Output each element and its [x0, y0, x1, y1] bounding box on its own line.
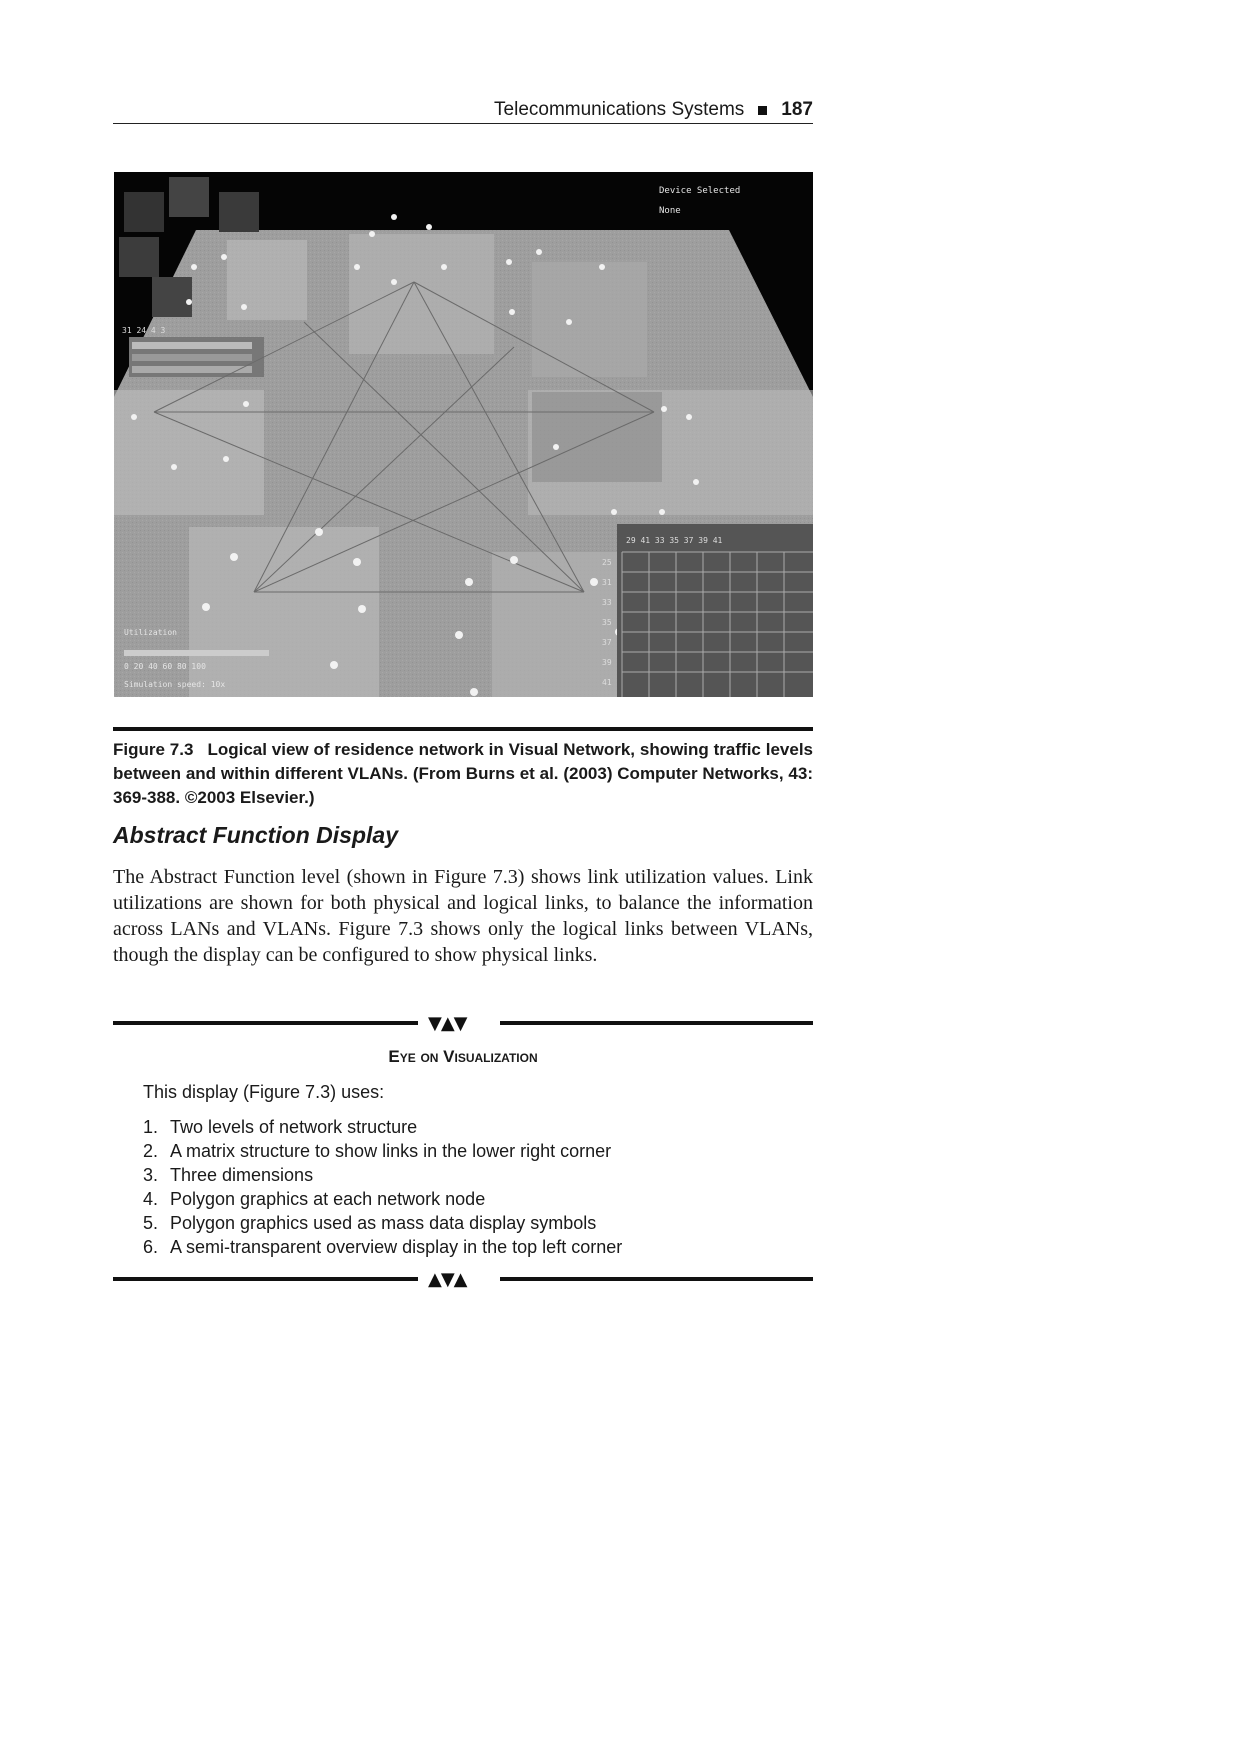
- overview-numbers: 31 24 4 3: [122, 326, 166, 335]
- list-item: 5. Polygon graphics used as mass data display symbols: [143, 1213, 597, 1233]
- figure-caption-text: Logical view of residence network in Visual Network, showing traffic levels between and within different VLANs. (From Burns et al. (2003) Computer Networks, 43: 369-388. ©2003 Elsevier.): [113, 740, 813, 807]
- svg-text:33: 33: [602, 598, 612, 607]
- figure-network-screenshot: [114, 172, 813, 697]
- sidebar-top-ornament: ▼▲▼: [428, 1013, 467, 1034]
- network-visualization-image: [114, 172, 813, 697]
- vlan-panel-bottom-left: [189, 527, 379, 697]
- sidebar-bottom-rule-right: [500, 1277, 813, 1281]
- device-selected-value: None: [659, 206, 681, 216]
- utilization-scale: [124, 650, 269, 656]
- sidebar-bottom-rule-left: [113, 1277, 418, 1281]
- simulation-speed: Simulation speed: 10x: [124, 680, 226, 689]
- running-title: Telecommunications Systems: [494, 99, 745, 120]
- figure-caption: [113, 738, 813, 810]
- figure-label: Figure 7.3: [113, 740, 194, 759]
- svg-text:41: 41: [602, 678, 612, 687]
- utilization-label: Utilization: [124, 628, 177, 637]
- svg-text:39: 39: [602, 658, 612, 667]
- sidebar-top-rule-left: [113, 1021, 418, 1025]
- svg-text:37: 37: [602, 638, 612, 647]
- sidebar-intro: This display (Figure 7.3) uses:: [143, 1082, 385, 1102]
- section-title: Abstract Function Display: [113, 822, 398, 848]
- list-item: 2. A matrix structure to show links in the lower right corner: [143, 1141, 612, 1161]
- svg-text:25: 25: [602, 558, 612, 567]
- caption-rule: [113, 727, 813, 731]
- vlan-panel-top-center: [349, 234, 494, 354]
- matrix-column-labels: 29 41 33 35 37 39 41: [626, 536, 723, 545]
- list-item: 6. A semi-transparent overview display in the top left corner: [143, 1237, 623, 1257]
- page-number: 187: [781, 99, 813, 120]
- list-item: 3. Three dimensions: [143, 1165, 314, 1185]
- sidebar-title: Eye on Visualization: [388, 1047, 538, 1066]
- svg-text:35: 35: [602, 618, 612, 627]
- utilization-ticks: 0 20 40 60 80 100: [124, 662, 206, 671]
- sidebar-list: [143, 1115, 622, 1259]
- device-selected-label: Device Selected: [659, 186, 741, 196]
- vlan-panel-left: [114, 390, 264, 515]
- header-square-bullet: [758, 106, 767, 115]
- sidebar-bottom-ornament: ▲▼▲: [428, 1269, 467, 1290]
- list-item: 4. Polygon graphics at each network node: [143, 1189, 486, 1209]
- running-header: [113, 98, 813, 124]
- list-item: 1. Two levels of network structure: [143, 1117, 418, 1137]
- body-paragraph: The Abstract Function level (shown in Figure 7.3) shows link utilization values. Link utilizations are shown for both physical and logical links, to balance the information across LANs and VLANs. Figure 7.3 shows only the logical links between VLANs, though the display can be configured to show physical links.: [113, 866, 813, 966]
- vlan-panel-top-right: [532, 262, 647, 377]
- svg-text:31: 31: [602, 578, 612, 587]
- sidebar-top-rule-right: [500, 1021, 813, 1025]
